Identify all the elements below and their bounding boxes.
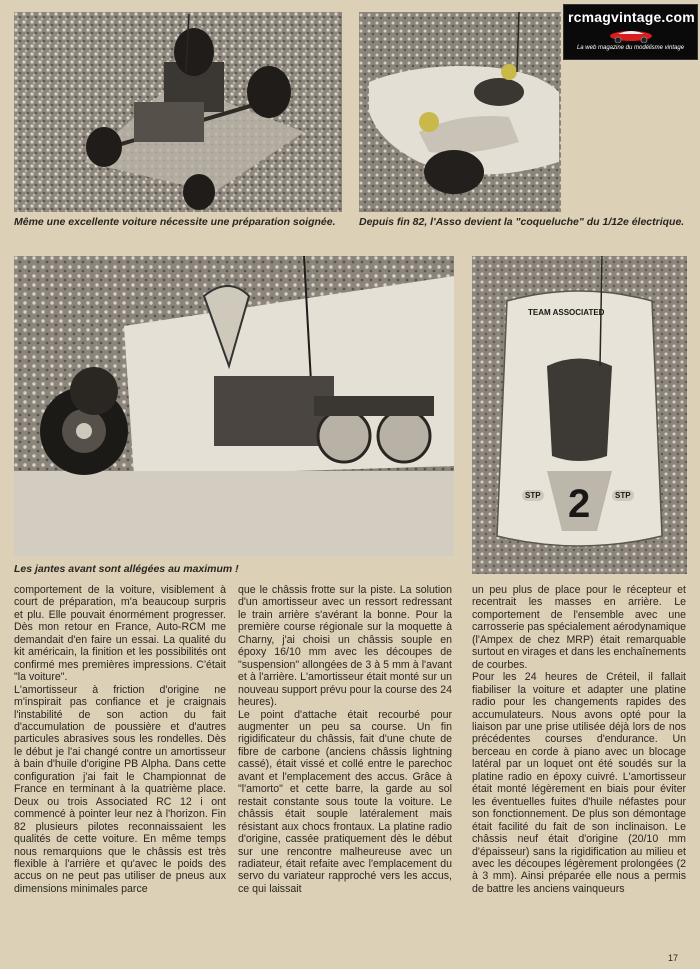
body-number: 2 [568, 482, 591, 526]
paragraph: un peu plus de place pour le récepteur et recentrait les masses en arrière. Le comportement de l'ensemble avec une carrosserie pas spécialement aérodynamique (l'Ampex de chez MRP) était remarquable surtout en virages et dans les enchaînements de courbes. [472, 584, 686, 671]
paragraph: comportement de la voiture, visiblement à court de préparation, m'a beaucoup surpris et plu. Elle pouvait énormément progresser. Dès mon retour en France, Auto-RCM me demandait d'en faire un essai. La qualité du kit américain, la finition et les possibilités ont confirmé mes premières impressions. C'était "la voiture". [14, 584, 226, 684]
photo-car-body [359, 12, 561, 212]
paragraph: L'amortisseur à friction d'origine ne m'inspirait pas confiance et je craignais l'instabilité de son action du fait d'accumulation de poussière et d'autres particules abrasives sous les rondelles. Dès le début je l'ai changé contre un amortisseur à bain d'huile d'origine PB Alpha. Dans cette configuration j'ai fait le Championnat de France en terminant à la quatrième place. Deux ou trois Associated RC 12 i ont commencé à pointer leur nez à l'horizon. Fin 82 plusieurs pilotes reconnaissaient les qualités de cette voiture. En même temps nous remarquions que le châssis est très flexible à l'arrière et qu'avec le poids des accus on ne peut pas utiliser de pneus aux dimensions minimales parce [14, 683, 226, 895]
paragraph: Le point d'attache était recourbé pour augmenter un peu sa course. Un fin rigidificateur du châssis, fait d'une chute de fibre de carbone (anciens châssis lightning cassé), était vissé et collé entre le parechoc avant et l'emplacement des accus. Grâce à "l'amorto" et cette barre, la garde au sol restait constante sous toute la voiture. Le châssis était souple latéralement mais résistant aux chocs frontaux. La platine radio d'origine, cassée pratiquement dès le début sur une rencontre malheureuse avec un radiateur, était refaite avec l'emplacement du servo du variateur rapproché vers les accus, ce qui laissait [238, 708, 452, 895]
logo-subtitle: La web magazine du modélisme vintage [576, 45, 685, 51]
caption-photo-chassis-top: Même une excellente voiture nécessite une préparation soignée. [14, 216, 336, 228]
text-column-3 [472, 584, 686, 956]
text-column-1 [14, 584, 226, 956]
body-sticker-left: STP [522, 490, 544, 501]
paragraph: que le châssis frotte sur la piste. La solution d'un amortisseur avec un ressort redressant le train arrière s'avérant la bonne. Pour la première course régionale sur la moquette à Charny, j'ai choisi un châssis souple en époxy 16/10 mm avec les découpes de "suspension" allongées de 3 à 5 mm à l'avant et à l'arrière. L'amortisseur était monté sur un nouveau support prévu pour la course des 24 heures). [238, 584, 452, 709]
body-sticker-right: STP [612, 490, 634, 501]
site-logo [563, 4, 698, 60]
logo-title: rcmagvintage.com [568, 9, 695, 25]
body-brand-label: TEAM ASSOCIATED [528, 308, 605, 317]
text-column-2 [238, 584, 452, 956]
page-number: 17 [668, 953, 679, 963]
paragraph: Pour les 24 heures de Créteil, il fallait fiabiliser la voiture et adapter une platine radio pour les changements rapides des accumulateurs. Nous avons opté pour la liaison par une prise utilisée déjà lors de nos précédentes courses d'endurance. Un berceau en corde à piano avec un blocage latéral par un loquet ont été soudés sur la platine radio en époxy cuivré. L'amortisseur était monté légèrement en biais pour éviter les éventuelles fuites d'huile néfastes pour son fonctionnement. De plus son démontage était facilité du fait de son inclinaison. Le châssis neuf était d'origine (20/10 mm d'épaisseur) sans la rigidification au milieu et avec les découpes légèrement prolongées (2 à 3 mm). Ainsi préparée elle nous a permis de battre les anciens vainqueurs [472, 671, 686, 895]
photo-car-top-view [472, 256, 687, 574]
photo-chassis-side [14, 256, 454, 556]
logo-car-icon [608, 27, 654, 43]
caption-photo-chassis-side: Les jantes avant sont allégées au maximum ! [14, 563, 239, 575]
photo-chassis-top [14, 12, 342, 212]
caption-photo-car-body: Depuis fin 82, l'Asso devient la "coqueluche" du 1/12e électrique. [359, 216, 685, 228]
